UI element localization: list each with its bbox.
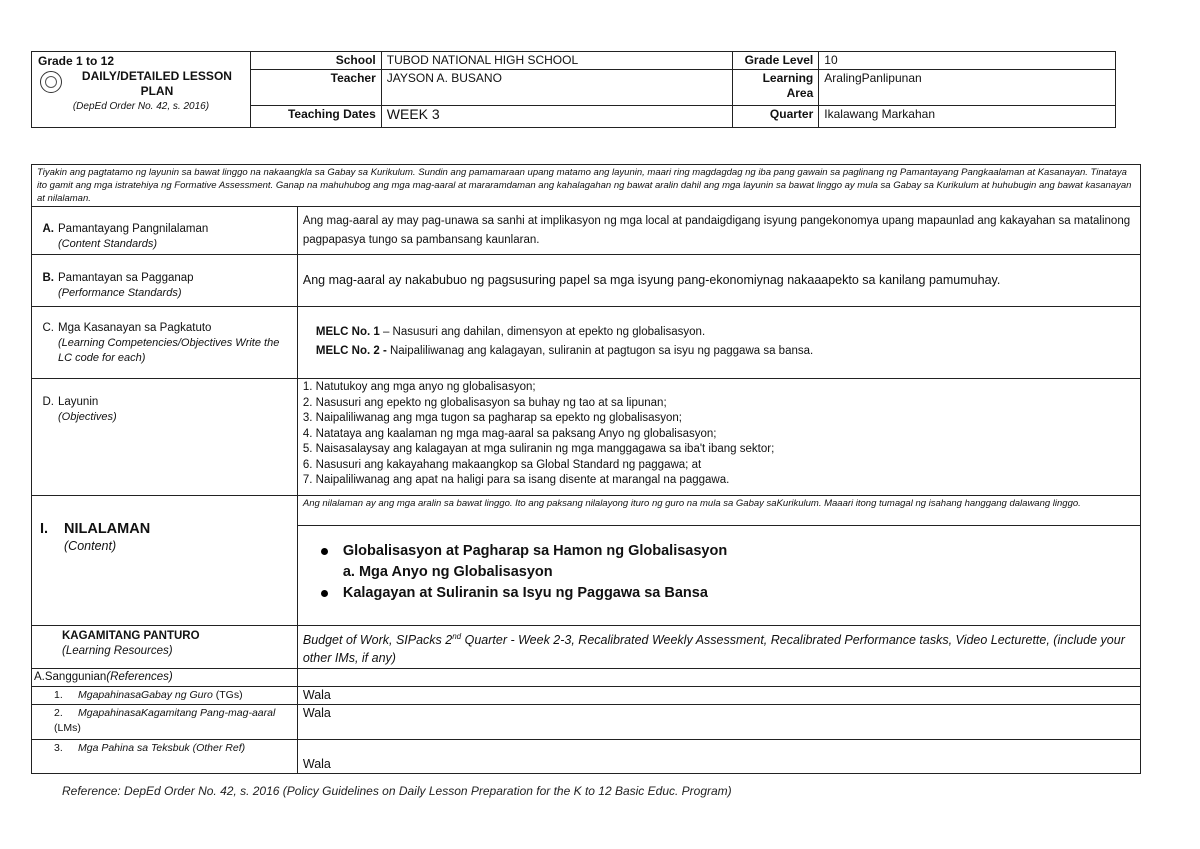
objective-item: 3. Naipaliliwanag ang mga tugon sa pagharap sa epekto ng globalisasyon; bbox=[302, 412, 682, 424]
row-letter-a: A. bbox=[42, 223, 54, 235]
teaching-dates-label: Teaching Dates bbox=[250, 106, 381, 128]
reference-tag: (TGs) bbox=[212, 689, 243, 702]
content-standards-sub: (Content Standards) bbox=[58, 238, 158, 250]
topic-subitem bbox=[343, 562, 1135, 583]
objective-item: 2. Nasusuri ang epekto ng globalisasyon sa buhay ng tao at sa lipunan; bbox=[302, 396, 667, 409]
topic-1-text: Globalisasyon at Pagharap sa Hamon ng Globalisasyon bbox=[342, 543, 728, 559]
bullet-icon bbox=[321, 548, 328, 555]
grade-range: Grade 1 to 12 bbox=[38, 54, 115, 68]
quarter-label: Quarter bbox=[733, 106, 819, 128]
topic-2-text: Kalagayan at Suliranin sa Isyu ng Paggawa sa Bansa bbox=[342, 585, 708, 601]
grade-level-label: Grade Level bbox=[733, 52, 819, 70]
melc-2-code: MELC No. 2 - bbox=[315, 345, 387, 357]
content-section-title bbox=[40, 522, 292, 537]
header-table bbox=[31, 51, 1116, 128]
topic-item bbox=[343, 541, 1135, 562]
competencies-title: Mga Kasanayan sa Pagkatuto bbox=[58, 322, 212, 334]
references-title: A.Sanggunian bbox=[34, 671, 107, 684]
reference-label: Mga Pahina sa Teksbuk bbox=[78, 742, 190, 755]
references-sub: (References) bbox=[106, 671, 173, 684]
resources-value-post: Quarter - Week 2-3, Recalibrated Weekly Assessment, Recalibrated Performance tasks, Video Lecturette, (include your other IMs, if any) bbox=[302, 633, 1125, 666]
reference-item-tg bbox=[32, 687, 298, 705]
teacher-label: Teacher bbox=[250, 70, 381, 106]
objectives-title: Layunin bbox=[58, 396, 99, 408]
objective-item: 5. Naisasalaysay ang kalagayan at mga suliranin ng mga manggagawa sa iba't ibang sektor; bbox=[302, 443, 775, 455]
performance-standards-value: Ang mag-aaral ay nakabubuo ng pagsusuring papel sa mga isyung pang-ekonomiynag nakaaapekto sa kanilang pamumuhay. bbox=[297, 255, 1140, 307]
intro-text: Tiyakin ang pagtatamo ng layunin sa bawat linggo na nakaangkla sa Gabay sa Kurikulum. Sundin ang pamamaraan upang matamo ang layunin, maari ring magdagdag ng iba pang gawain sa paglinang ng Pamantayang Pangkaalaman at Kasanayan. Tinataya ito gamit ang mga istratehiya ng Formative Assessment. Ganap na mahuhubog ang mga mag-aaral at mararamdaman ang kahalagahan ng bawat aralin dahil ang mga layunin sa bawat linggo ay mula sa Gabay sa Kurikulum at huhubugin ang bawat kasanayan at nilalaman. bbox=[32, 165, 1141, 207]
topic-1a-text: a. Mga Anyo ng Globalisasyon bbox=[342, 564, 553, 580]
objective-item: 1. Natutukoy ang mga anyo ng globalisasyon; bbox=[302, 381, 536, 393]
row-letter-d: D. bbox=[42, 396, 54, 408]
quarter-value: Ikalawang Markahan bbox=[819, 106, 1116, 128]
objective-item: 6. Nasusuri ang kakayahang makaangkop sa Global Standard ng paggawa; at bbox=[302, 458, 702, 471]
content-sub: (Content) bbox=[64, 539, 117, 553]
content-standards-label bbox=[32, 207, 298, 255]
topics-list bbox=[303, 541, 1135, 604]
reference-value-lm: Wala bbox=[297, 705, 1140, 740]
objectives-list bbox=[303, 380, 1135, 489]
melc-2 bbox=[316, 342, 1135, 361]
school-value: TUBOD NATIONAL HIGH SCHOOL bbox=[381, 52, 733, 70]
reference-num: 1. bbox=[54, 689, 63, 702]
resources-value bbox=[297, 626, 1140, 669]
learning-area-value: AralingPanlipunan bbox=[819, 70, 1116, 106]
teaching-dates-value: WEEK 3 bbox=[381, 106, 733, 128]
content-numeral: I. bbox=[40, 521, 49, 537]
content-section-label bbox=[32, 496, 298, 626]
objective-item: 4. Natataya ang kaalaman ng mga mag-aaral sa paksang Anyo ng globalisasyon; bbox=[302, 427, 717, 440]
grade-level-value: 10 bbox=[819, 52, 1116, 70]
resources-sub: (Learning Resources) bbox=[62, 645, 173, 657]
content-topics bbox=[297, 526, 1140, 626]
footer-reference: Reference: DepEd Order No. 42, s. 2016 (Policy Guidelines on Daily Lesson Preparation for the K to 12 Basic Educ. Program) bbox=[62, 784, 732, 798]
competencies-label bbox=[32, 307, 298, 379]
performance-standards-sub: (Performance Standards) bbox=[58, 287, 182, 299]
row-letter-c: C. bbox=[42, 322, 54, 334]
objective-item: 7. Naipaliliwanag ang apat na haligi para sa isang disente at marangal na paggawa. bbox=[302, 474, 730, 486]
reference-tag: (Other Ref) bbox=[189, 742, 246, 755]
reference-num: 3. bbox=[54, 742, 63, 755]
teacher-value: JAYSON A. BUSANO bbox=[381, 70, 733, 106]
content-standards-title: Pamantayang Pangnilalaman bbox=[58, 223, 209, 235]
reference-item-lm bbox=[32, 705, 298, 740]
form-title-line1: DAILY/DETAILED LESSON bbox=[81, 69, 232, 83]
reference-value-textbook: Wala bbox=[297, 740, 1140, 774]
competencies-sub: (Learning Competencies/Objectives Write the LC code for each) bbox=[58, 337, 280, 364]
lesson-plan-table bbox=[31, 164, 1141, 774]
reference-label: MgapahinasaKagamitang Pang-mag-aaral bbox=[78, 707, 276, 720]
resources-label bbox=[32, 626, 298, 669]
topic-item bbox=[343, 583, 1135, 604]
row-letter-b: B. bbox=[42, 272, 54, 284]
content-note: Ang nilalaman ay ang mga aralin sa bawat linggo. Ito ang paksang nilalayong ituro ng guro na mula sa Gabay saKurikulum. Maaari itong tumagal ng isahang hanggang dalawang linggo. bbox=[297, 496, 1140, 526]
melc-1 bbox=[316, 323, 1135, 342]
deped-seal-icon bbox=[40, 71, 62, 93]
reference-value-tg: Wala bbox=[297, 687, 1140, 705]
resources-value-pre: Budget of Work, SIPacks 2 bbox=[302, 633, 453, 648]
form-title-cell bbox=[32, 52, 251, 128]
melc-1-code: MELC No. 1 bbox=[315, 326, 380, 338]
melc-1-text: – Nasusuri ang dahilan, dimensyon at epekto ng globalisasyon. bbox=[379, 326, 706, 338]
content-label: NILALAMAN bbox=[64, 521, 151, 537]
content-standards-value: Ang mag-aaral ay may pag-unawa sa sanhi at implikasyon ng mga local at pandaigdigang isyung pangekonomya upang mapaunlad ang kakayahan sa matalinong pagpapasya tungo sa pambansang kaunlaran. bbox=[297, 207, 1140, 255]
deped-order: (DepEd Order No. 42, s. 2016) bbox=[72, 101, 210, 112]
references-label bbox=[32, 669, 298, 687]
learning-area-label: Learning Area bbox=[733, 70, 819, 106]
objectives-label bbox=[32, 379, 298, 496]
melc-2-text: Naipaliliwanag ang kalagayan, suliranin at pagtugon sa isyu ng paggawa sa bansa. bbox=[386, 345, 814, 357]
reference-label: MgapahinasaGabay ng Guro bbox=[78, 689, 213, 702]
resources-title: KAGAMITANG PANTURO bbox=[62, 630, 200, 642]
reference-tag: (LMs) bbox=[54, 722, 81, 735]
performance-standards-title: Pamantayan sa Pagganap bbox=[58, 272, 194, 284]
objectives-value bbox=[297, 379, 1140, 496]
performance-standards-label bbox=[32, 255, 298, 307]
bullet-icon bbox=[321, 590, 328, 597]
resources-value-sup: nd bbox=[452, 632, 462, 641]
school-label: School bbox=[250, 52, 381, 70]
reference-item-textbook bbox=[32, 740, 298, 774]
references-header-value bbox=[297, 669, 1140, 687]
competencies-value bbox=[297, 307, 1140, 379]
objectives-sub: (Objectives) bbox=[58, 411, 117, 423]
form-title-line2: PLAN bbox=[140, 84, 174, 98]
reference-num: 2. bbox=[54, 707, 63, 720]
